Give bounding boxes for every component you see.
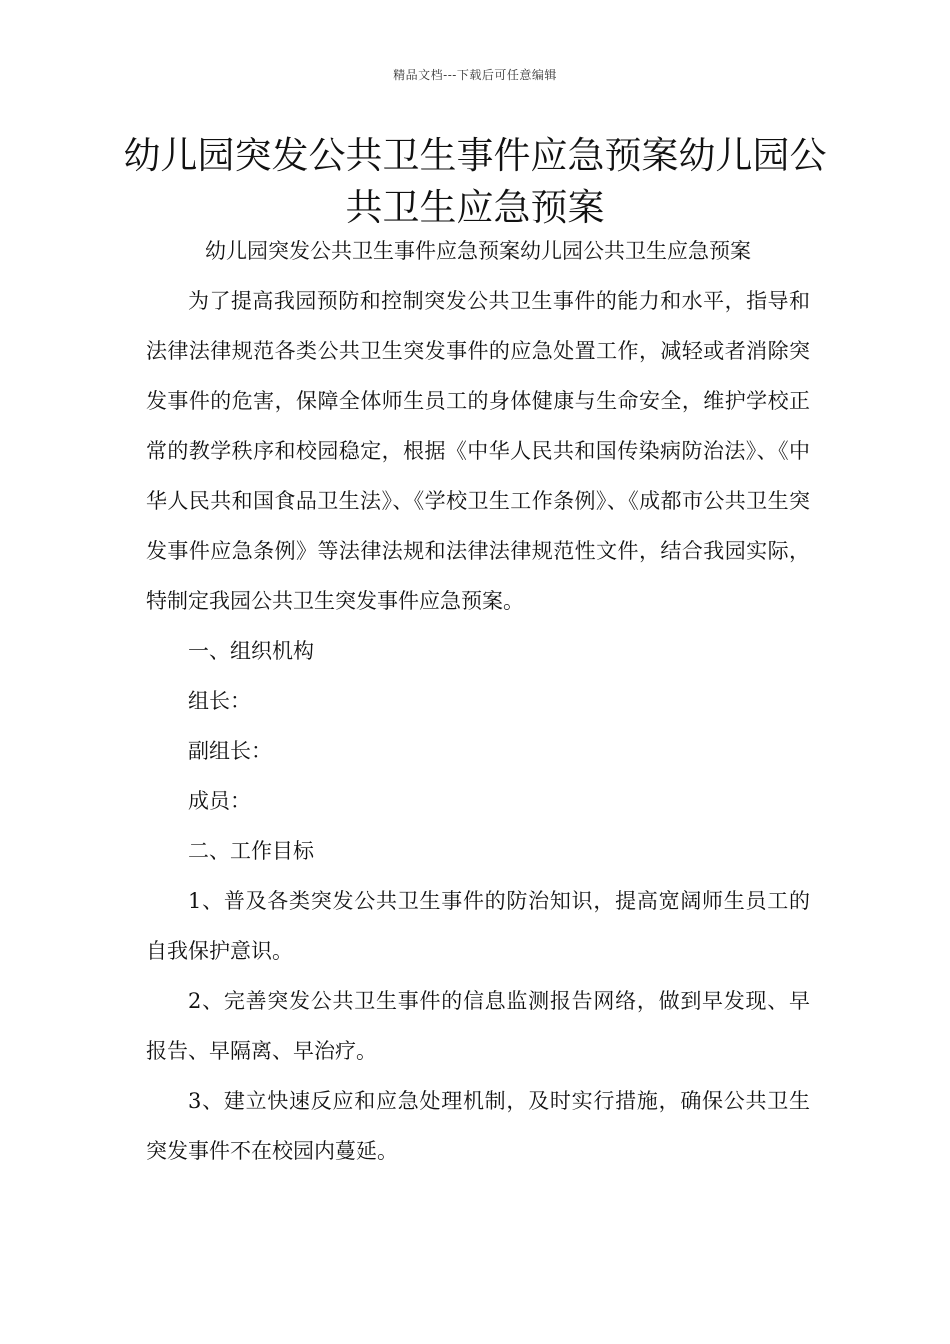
leader-line: 组长： bbox=[188, 689, 251, 713]
goal-item-2: 2、完善突发公共卫生事件的信息监测报告网络，做到早发现、早报告、早隔离、早治疗。 bbox=[146, 989, 810, 1063]
subtitle: 幼儿园突发公共卫生事件应急预案幼儿园公共卫生应急预案 bbox=[205, 239, 751, 263]
deputy-leader-line: 副组长： bbox=[188, 739, 272, 763]
document-title: 幼儿园突发公共卫生事件应急预案幼儿园公共卫生应急预案 bbox=[123, 134, 827, 229]
goal-item-3: 3、建立快速反应和应急处理机制，及时实行措施，确保公共卫生突发事件不在校园内蔓延。 bbox=[146, 1089, 810, 1163]
document-body bbox=[146, 226, 810, 1176]
intro-paragraph: 为了提高我园预防和控制突发公共卫生事件的能力和水平，指导和法律法律规范各类公共卫生突发事件的应急处置工作，减轻或者消除突发事件的危害，保障全体师生员工的身体健康与生命安全，维护学校正常的教学秩序和校园稳定，根据《中华人民共和国传染病防治法》、《中华人民共和国食品卫生法》、《学校卫生工作条例》、《成都市公共卫生突发事件应急条例》等法律法规和法律法律规范性文件，结合我园实际，特制定我园公共卫生突发事件应急预案。 bbox=[146, 289, 810, 613]
header-note: 精品文档---下载后可任意编辑 bbox=[393, 68, 557, 82]
goal-item-1: 1、普及各类突发公共卫生事件的防治知识，提高宽阔师生员工的自我保护意识。 bbox=[146, 889, 810, 963]
members-line: 成员： bbox=[188, 789, 251, 813]
section-heading-organization: 一、组织机构 bbox=[188, 639, 314, 663]
section-heading-goals: 二、工作目标 bbox=[188, 839, 314, 863]
